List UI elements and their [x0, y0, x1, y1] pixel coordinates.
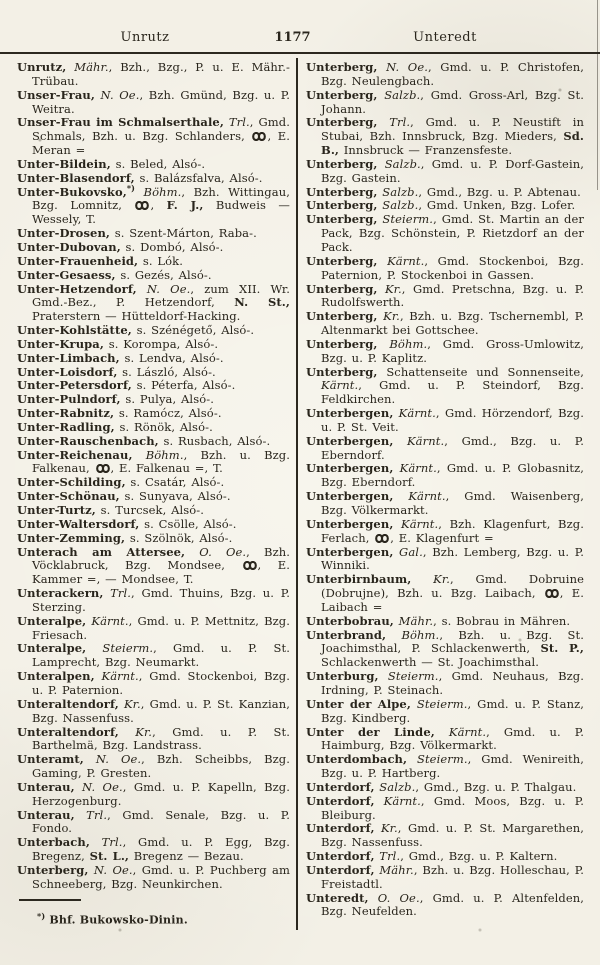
entry-headword: Unrutz,	[17, 60, 67, 74]
entry-headword: Unter-Turtz,	[17, 503, 96, 517]
entry	[17, 283, 290, 325]
entry-text: , Gmd. u. P. Egg, Bzg. Bregenz,	[32, 835, 290, 864]
entry	[306, 698, 584, 726]
left-running-title: Unrutz	[120, 30, 170, 45]
entry	[306, 490, 584, 518]
entry-headword: Unterbirnbaum,	[306, 572, 412, 587]
entry-text: , Bzh. Lemberg, Bzg. u. P. Winniki.	[321, 544, 584, 573]
entry-headword: Unteralpen,	[17, 669, 95, 684]
entry-region: O. Oe.	[368, 890, 420, 905]
entry-headword: Unterbergen,	[306, 544, 394, 559]
footnote	[17, 899, 290, 926]
entry-text: , Gmd. u. P. Mettnitz, Bzg. Friesach.	[32, 613, 291, 642]
entry	[306, 199, 584, 213]
column-left	[17, 61, 290, 892]
entry	[306, 726, 584, 754]
entry-region: Mähr.	[66, 60, 109, 74]
entry-text: s. Péterfa, Alsó-.	[131, 378, 236, 393]
entry-region: N. Oe.	[136, 281, 191, 296]
entry	[17, 532, 290, 546]
entry-region: N. Oe.	[377, 60, 428, 74]
entry-text: , Gmd. Gross-Arl, Bzg. St. Johann.	[321, 87, 584, 116]
entry-headword: Unteraltendorf,	[17, 724, 119, 739]
entry	[306, 670, 584, 698]
entry-text: , Gmd. Stockenboi, Bzg. Paternion, P. Stockenboi in Gassen.	[321, 253, 584, 282]
entry-region: Kärnt.	[393, 406, 436, 421]
entry	[306, 158, 584, 186]
entry-text: , Bzh. u. Bzg. Holleschau, P. Freistadtl.	[321, 862, 585, 891]
footnote-rule	[19, 899, 81, 901]
entry	[306, 795, 584, 823]
entry	[306, 186, 584, 200]
entry	[306, 435, 584, 463]
entry	[17, 642, 290, 670]
entry-headword: Unter-Limbach,	[17, 350, 120, 365]
posthorn-icon	[375, 534, 389, 543]
entry	[17, 809, 290, 837]
entry-headword: Unter-Frauenheid,	[17, 253, 139, 268]
entry	[17, 269, 290, 283]
entry-region: Trl.	[223, 115, 250, 130]
entry	[306, 892, 584, 920]
entry-text: , zum XII. Wr. Gmd.-Bez., P. Hetzendorf,	[32, 281, 291, 310]
entry	[306, 573, 584, 615]
entry-region: Kr.	[118, 696, 141, 711]
entry	[17, 61, 290, 89]
entry-text: , Bzh. Vöcklabruck, Bzg. Mondsee,	[32, 544, 291, 573]
entry-region: Böhm.	[135, 184, 182, 199]
entry	[306, 407, 584, 435]
entry	[17, 407, 290, 421]
entry	[17, 89, 290, 117]
entry-region: Kr.	[118, 724, 153, 739]
column-right	[306, 61, 584, 919]
entry-region: Trl.	[74, 807, 108, 822]
entry-region: Mähr.	[393, 613, 434, 628]
entry-text: , Gmd. u. P. Dorf-Gastein, Bzg. Gastein.	[321, 156, 584, 185]
entry-text: s. László, Alsó-.	[117, 364, 216, 379]
entry-region: Trl.	[103, 586, 132, 601]
entry	[306, 850, 584, 864]
entry-headword: Unter-Waltersdorf,	[17, 516, 140, 531]
entry-text: , Gmd. Unken, Bzg. Lofer.	[418, 198, 576, 213]
entry-text: s. Szent-Márton, Raba-.	[110, 226, 257, 241]
entry-text: , Gmd. Senale, Bzg. u. P. Fondo.	[32, 807, 290, 836]
entry-text: s. Dombó, Alsó-.	[120, 239, 224, 254]
entry	[17, 366, 290, 380]
entry-region: Salzb.	[377, 87, 421, 102]
entry	[17, 836, 290, 864]
entry-text: , Bzh. Klagenfurt, Bzg. Ferlach,	[321, 516, 584, 545]
entry-headword: Unter-Krupa,	[17, 336, 104, 351]
entry-headword: Unterberg,	[306, 281, 378, 296]
entry-region: Böhm.	[132, 447, 184, 462]
entry-text: , E. Kammer =, — Mondsee, T.	[32, 558, 290, 587]
entry-region: Kärnt.	[94, 669, 139, 684]
entry-railline: N. St.,	[234, 295, 290, 310]
entry-headword: Unterbergen,	[306, 406, 394, 421]
entry	[17, 255, 290, 269]
entry-text: , Gmd. u. P. Kapelln, Bzg. Herzogenburg.	[32, 779, 291, 808]
entry-text: , Bzh. u. Bzg. Tschernembl, P. Altenmarkt bei Gottschee.	[321, 309, 584, 338]
entry	[17, 698, 290, 726]
entry-text: s. Turcsek, Alsó-.	[95, 503, 205, 517]
entry	[17, 435, 290, 449]
entry-headword: Unterdorf,	[306, 862, 375, 877]
entry-railline: St. L.,	[89, 849, 130, 864]
entry-text: , Gmd. u. P. Puchberg am Schneeberg, Bzg. Neunkirchen.	[32, 862, 290, 891]
entry-text: , Bzh. u. Bzg. Falkenau,	[32, 447, 290, 476]
footnote-text: Bhf. Bukowsko-Dinin.	[45, 913, 188, 927]
entry-headword: Unter-Bildein,	[17, 156, 111, 171]
entry	[17, 393, 290, 407]
entry-text: , Bzh. Gmünd, Bzg. u. P. Weitra.	[32, 87, 290, 116]
page-header	[0, 30, 600, 50]
entry-headword: Unter-Loisdorf,	[17, 364, 118, 379]
entry	[17, 352, 290, 366]
entry-headword: Unterberg,	[306, 336, 378, 351]
entry-text: , Gmd. u. P. Christofen, Bzg. Neulengbach.	[321, 60, 584, 88]
entry-headword: Unter-Pulndorf,	[17, 392, 121, 407]
entry-text: , E. Klagenfurt =	[390, 530, 494, 545]
entry	[17, 490, 290, 504]
entry-text: Praterstern — Hütteldorf-Hacking.	[32, 309, 241, 324]
entry-region: Salzb.	[377, 156, 421, 171]
entry-region: Kärnt.	[434, 724, 487, 739]
entry-text: s. Pulya, Alsó-.	[120, 392, 214, 407]
entry-text: , Gmd. u. P. Neustift in Stubai, Bzh. Innsbruck, Bzg. Mieders,	[321, 115, 584, 144]
entry-text: Innsbruck — Franzensfeste.	[339, 143, 513, 158]
entry-headword: Unter-Blasendorf,	[17, 170, 135, 185]
entry-text: s. Ramócz, Alsó-.	[114, 406, 222, 421]
entry-text: s. Lendva, Alsó-.	[119, 350, 224, 365]
entry-text: , Gmd. St. Martin an der Pack, Bzg. Schönstein, P. Rietzdorf an der Pack.	[321, 212, 585, 254]
entry	[17, 546, 290, 588]
entry	[306, 629, 584, 671]
entry-region: O. Oe.	[185, 544, 247, 559]
entry-text: s. Rusbach, Alsó-.	[158, 433, 271, 448]
posthorn-icon	[545, 589, 559, 598]
entry	[17, 158, 290, 172]
entry-text: , Gmd. Wenireith, Bzg. u. P. Hartberg.	[321, 752, 585, 781]
entry-text: , Gmd. Thuins, Bzg. u. P. Sterzing.	[32, 586, 290, 614]
entry	[17, 172, 290, 186]
entry-headword: Unterdombach,	[306, 752, 408, 767]
posthorn-icon	[135, 201, 149, 210]
entry-text: , Gmd. u. P. Haimburg, Bzg. Völkermarkt.	[321, 724, 585, 753]
entry-headword: Unter der Linde,	[306, 724, 435, 739]
entry-headword: Unterackern,	[17, 586, 104, 601]
entry-region: Salzb.	[374, 779, 416, 794]
posthorn-icon	[252, 132, 266, 141]
entry	[306, 61, 584, 89]
entry-text: , Gmd., Bzg. u. P. Abtenau.	[418, 184, 581, 199]
entry-region: Kärnt.	[393, 461, 437, 476]
entry-headword: Unter-Drosen,	[17, 226, 111, 241]
entry-headword: Unterdorf,	[306, 779, 375, 794]
entry-text: , E. Falkenau =, T.	[110, 461, 223, 476]
entry	[17, 116, 290, 158]
entry-text: ,	[150, 198, 167, 213]
entry-headword: Unterberg,	[306, 156, 378, 171]
entry-text: , E. Meran =	[32, 129, 290, 158]
entry-region: Gal.	[393, 544, 423, 559]
right-running-title: Unteredt	[413, 30, 477, 45]
entry-headword: Unter-Rauschenbach,	[17, 433, 159, 448]
entry-headword: Unteramt,	[17, 752, 84, 767]
entry-text: s. Csölle, Alsó-.	[139, 516, 237, 531]
header-rule	[0, 52, 600, 54]
entry-text: , Gmd. u. P. Steindorf, Bzg. Feldkirchen.	[321, 378, 584, 407]
entry	[306, 310, 584, 338]
entry-region: Steierm.	[378, 669, 439, 684]
entry-text: Budweis — Wessely, T.	[32, 198, 291, 227]
entry-headword: Unter-Radling,	[17, 419, 115, 434]
entry-headword: Unteraltendorf,	[17, 696, 119, 711]
entry-headword: Unterberg,	[306, 309, 378, 324]
entry-text: s. Beled, Alsó-.	[110, 156, 206, 171]
entry	[17, 379, 290, 393]
entry	[306, 546, 584, 574]
entry	[17, 449, 290, 477]
entry-text: , Gmd. Neuhaus, Bzg. Irdning, P. Steinach.	[321, 669, 584, 697]
entry-text: s. Szénégető, Alsó-.	[131, 323, 255, 338]
entry	[17, 753, 290, 781]
entry	[306, 283, 584, 311]
entry-text: , Gmd. Stockenboi, Bzg. u. P. Paternion.	[32, 669, 290, 697]
entry-text: s. Rönök, Alsó-.	[114, 419, 213, 434]
entry-text: , s. Bobrau in Mähren.	[433, 613, 571, 628]
entry	[306, 255, 584, 283]
entry-headword: Unterburg,	[306, 669, 379, 684]
entry-text: , Gmd. u. P. St. Lamprecht, Bzg. Neumarkt.	[32, 641, 290, 670]
entry-headword: Unterberg,	[306, 198, 378, 213]
entry-text: s. Korompa, Alsó-.	[103, 336, 219, 351]
entry-headword: Unter-Petersdorf,	[17, 378, 132, 393]
entry	[306, 518, 584, 546]
entry-text: , Gmd. u. P. Stanz, Bzg. Kindberg.	[321, 696, 585, 725]
entry-region: N. Oe.	[74, 779, 123, 794]
entry	[17, 781, 290, 809]
entry-headword: Unterberg,	[306, 364, 378, 379]
entry-headword: Unterbach,	[17, 835, 90, 850]
entry-region: Kr.	[411, 572, 450, 587]
entry-region: Kärnt.	[377, 253, 425, 268]
entry-region: Kr.	[377, 309, 400, 324]
entry-text: , Gmd. u. P. St. Kanzian, Bzg. Nassenfuss.	[32, 696, 290, 725]
entry-headword: Unter-Zemming,	[17, 530, 126, 545]
entry-headword: Unter-Gesaess,	[17, 267, 116, 282]
entry-headword: Unterbobrau,	[306, 613, 394, 628]
entry-headword: Unter der Alpe,	[306, 696, 411, 711]
entry-text: , Gmd. u. P. Altenfelden, Bzg. Neufelden.	[321, 890, 585, 919]
entry-region: Kärnt.	[321, 378, 359, 393]
entry-text: s. Gezés, Alsó-.	[115, 267, 212, 282]
entry-region: Trl.	[89, 835, 123, 850]
posthorn-icon	[243, 561, 257, 570]
entry-region: Kärnt.	[393, 433, 445, 448]
entry-headword: Unterbergen,	[306, 461, 394, 476]
entry-headword: Unteralpe,	[17, 641, 87, 656]
entry-text: , Gmd. u. P. St. Margarethen, Bzg. Nassenfuss.	[321, 821, 584, 850]
entry	[306, 213, 584, 255]
entry-headword: Unterbergen,	[306, 516, 394, 531]
entry-region: Steierm.	[407, 752, 468, 767]
entry-text: , Gmd. Moos, Bzg. u. P. Bleiburg.	[321, 793, 584, 822]
entry	[17, 338, 290, 352]
entry-region: Böhm.	[386, 627, 440, 642]
posthorn-icon	[96, 464, 110, 473]
entry-text: , Gmd. Waisenberg, Bzg. Völkermarkt.	[321, 489, 584, 517]
entry-region: N. Oe.	[94, 87, 140, 102]
entry	[17, 864, 290, 892]
entry	[17, 615, 290, 643]
scan-edge-artifact	[597, 0, 598, 190]
entry-region: Mähr.	[374, 862, 414, 877]
entry-region: Trl.	[374, 849, 401, 864]
entry	[17, 670, 290, 698]
entry-region: Trl.	[377, 115, 411, 130]
entry-headword: Unser-Frau im Schmalserthale,	[17, 115, 224, 130]
entry	[306, 338, 584, 366]
entry-text: , Bzh. Wittingau, Bzg. Lomnitz,	[32, 184, 290, 213]
entry-region: Steierm.	[410, 696, 468, 711]
entry-headword: Unter-Schilding,	[17, 475, 126, 490]
entry-region: Steierm.	[377, 212, 434, 227]
entry	[17, 518, 290, 532]
entry-railline: Sd. B.,	[321, 129, 584, 158]
entry-headword: Unterdorf,	[306, 821, 375, 836]
entry	[306, 116, 584, 158]
entry-text: s. Sunyava, Alsó-.	[119, 489, 231, 504]
entry-headword: Unter-Dubovan,	[17, 239, 121, 254]
entry-headword: Unter-Reichenau,	[17, 447, 133, 462]
entry-headword: Unter-Rabnitz,	[17, 406, 115, 421]
page-number: 1177	[274, 30, 311, 45]
footnote-line	[37, 911, 290, 927]
footnote-ref: *)	[126, 182, 136, 193]
entry-headword: Unter-Hetzendorf,	[17, 281, 137, 296]
entry-region: N. Oe.	[88, 862, 133, 877]
entry-region: Kärnt.	[393, 516, 439, 531]
entry-text: Schattenseite und Sonnenseite,	[377, 364, 584, 379]
entry-headword: Unterberg,	[306, 184, 378, 199]
entry-text: , Gmd. u. P. St. Barthelmä, Bzg. Landstrass.	[32, 724, 290, 753]
entry-region: Salzb.	[377, 198, 419, 213]
entry-headword: Unterbergen,	[306, 433, 394, 448]
entry-headword: Unterberg,	[17, 862, 89, 877]
entry-region: Kr.	[377, 281, 402, 296]
entry-text: , Gmd., Bzg. u. P. Thalgau.	[415, 779, 577, 794]
entry-text: , Gmd. Schmals, Bzh. u. Bzg. Schlanders,	[32, 115, 290, 144]
entry-headword: Unter-Schönau,	[17, 489, 120, 504]
entry	[17, 504, 290, 518]
footnote-marker: *)	[37, 910, 46, 921]
entry	[17, 726, 290, 754]
entry	[306, 753, 584, 781]
entry-text: , Gmd., Bzg. u. P. Kaltern.	[400, 849, 558, 864]
column-divider-rule	[296, 58, 298, 930]
entry-text: s. Csatár, Alsó-.	[125, 475, 225, 490]
entry-headword: Unterberg,	[306, 212, 378, 227]
entry	[17, 324, 290, 338]
entry-text: , Bzh., Bzg., P. u. E. Mähr.-Trübau.	[32, 60, 290, 88]
entry-region: Kr.	[374, 821, 398, 836]
entry	[17, 587, 290, 615]
entry-text: , Gmd. Dobruine (Dobrujne), Bzh. u. Bzg. Laibach,	[321, 572, 584, 601]
entry	[306, 864, 584, 892]
entry-headword: Unteralpe,	[17, 613, 87, 628]
entry-text: , Bzh. u. Bzg. St. Joachimsthal, P. Schlackenwerth,	[321, 627, 584, 656]
entry-text: s. Szölnök, Alsó-.	[125, 530, 233, 545]
entry-text: , Bzh. Scheibbs, Bzg. Gaming, P. Gresten.	[32, 752, 290, 781]
entry-text: , Gmd. Hörzendorf, Bzg. u. P. St. Veit.	[321, 406, 585, 434]
entry-region: Steierm.	[86, 641, 154, 656]
entry-headword: Unteredt,	[306, 890, 369, 905]
entry-headword: Unterbergen,	[306, 489, 394, 504]
entry-text: , Gmd. Pretschna, Bzg. u. P. Rudolfswerth.	[321, 281, 584, 310]
entry	[17, 476, 290, 490]
entry-headword: Unter-Bukovsko,	[17, 184, 127, 199]
entry-text: s. Balázsfalva, Alsó-.	[134, 170, 263, 185]
entry-headword: Unterau,	[17, 779, 75, 794]
entry-railline: St. P.,	[540, 641, 584, 656]
entry-region: N. Oe.	[83, 752, 142, 767]
entry	[17, 241, 290, 255]
entry-headword: Unterdorf,	[306, 793, 375, 808]
entry-text: s. Lók.	[138, 253, 184, 268]
entry	[17, 182, 291, 228]
entry	[17, 227, 290, 241]
entry-text: , Gmd., Bzg. u. P. Eberndorf.	[321, 433, 585, 462]
entry-text: Schlackenwerth — St. Joachimsthal.	[321, 655, 540, 670]
entry-headword: Unser-Frau,	[17, 87, 95, 102]
entry	[306, 822, 584, 850]
entry-text: , Gmd. Gross-Umlowitz, Bzg. u. P. Kaplitz.	[321, 336, 584, 365]
entry-headword: Unterberg,	[306, 253, 378, 268]
entry-region: Böhm.	[377, 336, 428, 351]
entry	[17, 421, 290, 435]
entry	[306, 615, 584, 629]
entry-railline: F. J.,	[166, 198, 204, 213]
entry-region: Kärnt.	[393, 489, 446, 504]
entry-text: Bregenz — Bezau.	[129, 849, 244, 864]
entry-headword: Unterach am Attersee,	[17, 544, 186, 559]
entry-region: Kärnt.	[374, 793, 421, 808]
entry	[306, 462, 584, 490]
entry-headword: Unterberg,	[306, 115, 378, 130]
entry-headword: Unterberg,	[306, 87, 378, 102]
entry-text: , Gmd. u. P. Globasnitz, Bzg. Eberndorf.	[321, 461, 584, 490]
entry-headword: Unterau,	[17, 807, 75, 822]
entry-headword: Unterberg,	[306, 60, 378, 74]
entry-region: Kärnt.	[86, 613, 129, 628]
entry-headword: Unter-Kohlstätte,	[17, 323, 132, 338]
entry	[306, 366, 584, 408]
entry	[306, 89, 584, 117]
entry-headword: Unterdorf,	[306, 849, 375, 864]
entry	[306, 781, 584, 795]
entry-text: , E. Laibach =	[321, 586, 585, 614]
entry-headword: Unterbrand,	[306, 627, 387, 642]
entry-region: Salzb.	[377, 184, 419, 199]
